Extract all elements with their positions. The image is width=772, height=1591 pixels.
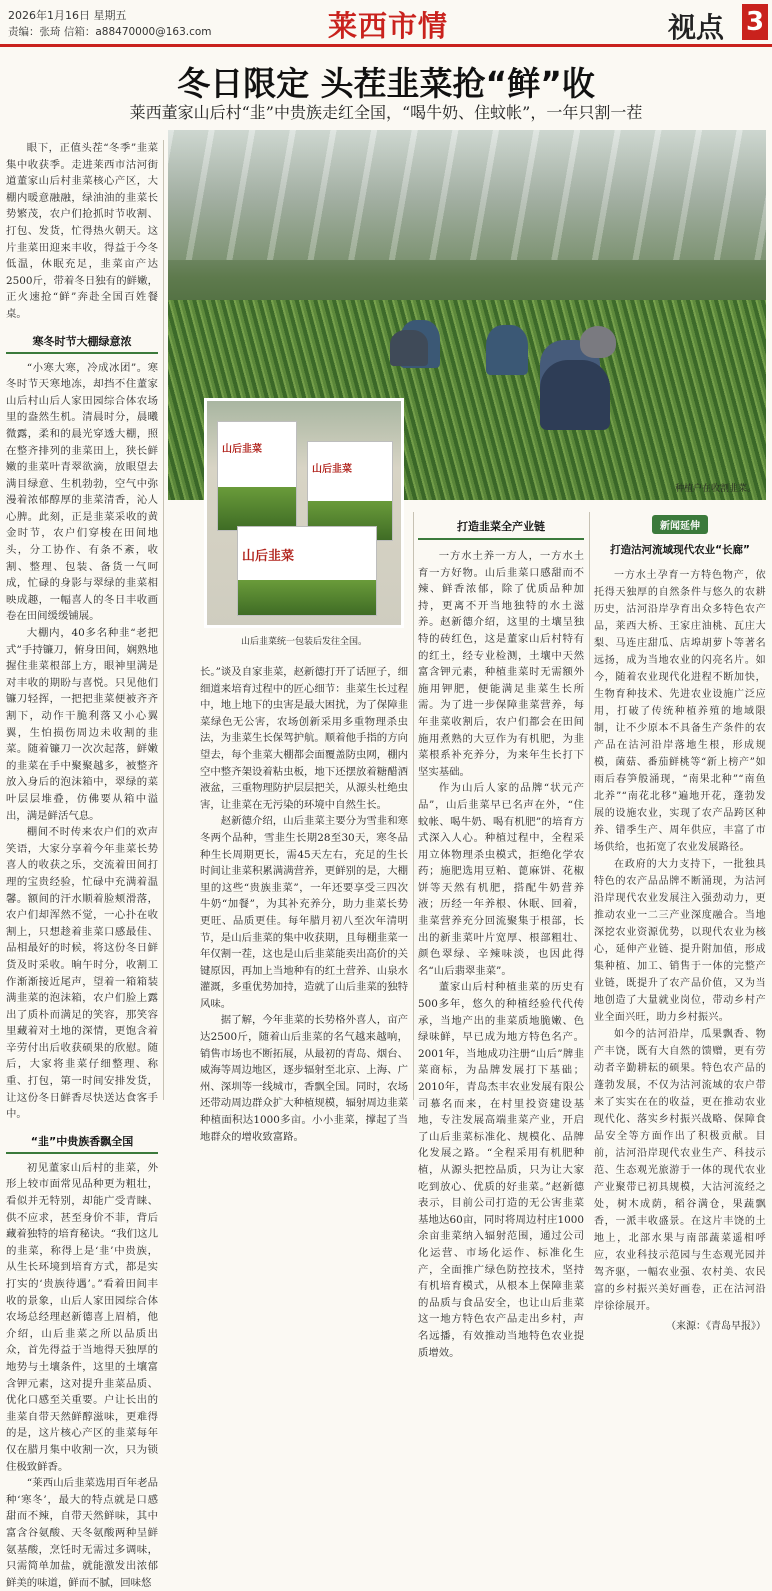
article-column-industry	[418, 512, 584, 1359]
section-heading-text: “韭”中贵族香飘全国	[30, 1134, 134, 1148]
column-divider	[413, 512, 414, 1100]
paragraph: 如今的沽河沿岸，瓜果飘香、物产丰饶，既有大自然的馈赠，更有劳动者辛勤耕耘的硕果。特色农产品的蓬勃发展，不仅为沽河流域的农户带来了实实在在的收益，更在推动农业现代化、落实乡村振兴战略、保障食品安全等方面作出了积极贡献。目前，沽河沿岸现代农业生产、科技示范、生态观光旅游于一体的现代农业产业聚带已初具规模，大沽河流经之处，树木成荫，稻谷满仓，果蔬飘香，一派丰收盛景。在这片丰饶的土地上，北部水果与南部蔬菜遥相呼应，农业科技示范园与生态观光园并驾齐驱，一幅农业强、农村美、农民富的乡村振兴美好画卷，正在沽河沿岸徐徐展开。	[594, 1029, 766, 1312]
paragraph: 初见董家山后村的韭菜，外形上较市面常见品种更为粗壮，看似并无特别，却能广受青睐、供不应求，甚至身价不菲，背后藏着独特的培育秘诀。“我们这儿的韭菜，称得上是‘韭’中贵族，从生长环境到培育方式，都是实打实的‘贵族待遇’。”看着田间丰收的景象，山后人家田园综合体农场总经理赵新德喜上眉梢，他介绍，山后韭菜之所以品质出众，首先得益于当地得天独厚的地势与土壤条件，这里的土壤富含钾元素，这对提升韭菜品质、优化口感至关重要。户让长出的韭菜自带天然鲜醇滋味，更难得的是，这片核心产区的韭菜每年仅在腊月集中收割一次，只为锁住极致鲜香。	[6, 1161, 158, 1473]
section-heading-rule	[6, 352, 158, 354]
paragraph: “小寒大寒，冷成冰团”。寒冬时节天寒地冻，却挡不住董家山后村山后人家田园综合体农场里的盎然生机。清晨时分，晨曦微露，柔和的晨光穿透大棚，照在整齐排列的韭菜田上，狭长鲜嫩的韭菜叶青翠欲滴，放眼望去满目绿意、生机勃勃，空气中弥漫着浓郁醇厚的韭菜清香，沁人心脾。此刻，正是韭菜采收的黄金时节，农户们穿梭在田间地头，分工协作、有条不紊，收割、整理、包装、备货一气呵成，忙碌的身影与翠绿的韭菜相映成趣，一幅喜人的冬日丰收画卷在田间缓缓铺展。	[6, 361, 158, 623]
paragraph: 棚间不时传来农户们的欢声笑语，大家分享着今年韭菜长势喜人的收获之乐，交流着田间打理的宝贵经验，忙碌中充满着温馨。额间的汗水顺着脸颊滑落，农户们却浑然不觉，一心扑在收割上，只想趁着韭菜口感最佳、品相最好的时候，将这份冬日鲜货及时采收。晌午时分，收割工作渐渐接近尾声，望着一箱箱装满韭菜的泡沫箱，农户们脸上露出了质朴而满足的笑容，那笑容里藏着对土地的深情，更饱含着辛劳付出后收获硕果的欣慰。随后，大家将韭菜仔细整理、称重、打包，第一时间安排发货，让这份冬日鲜香尽快送达食客手中。	[6, 826, 158, 1121]
paragraph: 大棚内，40多名种韭“老把式”手持镰刀，俯身田间，娴熟地握住韭菜根部上方，眼神里满是对丰收的期盼与喜悦。只见他们镰刀轻挥，一把把韭菜便被齐齐割下，动作干脆利落又小心翼翼，生怕损伤周边未收割的韭菜。随着镰刀一次次起落，鲜嫩的韭菜在手中聚聚越多，被整齐放入身后的泡沫箱中，翠绿的菜叶层层堆叠，仿佛要从箱中溢出，满是鲜活气息。	[6, 627, 158, 822]
news-extension-tag-wrap	[594, 514, 766, 534]
masthead	[0, 0, 772, 46]
headline: 冬日限定 头茬韭菜抢“鲜”收	[177, 64, 595, 103]
paragraph: 董家山后村种植韭菜的历史有500多年，悠久的种植经验代代传承，当地产出的韭菜质地脆嫩、色绿味鲜，早已成为地方特色名产。2001年，当地成功注册“山后”牌韭菜商标，为品牌发展打下基础；2010年，青岛杰丰农业发展有限公司慕名而来，在村里投资建设基地，专注发展高端韭菜产业，开启了山后韭菜标准化、规模化、品牌化发展之路。“全程采用有机肥种植，从源头把控品质，只为让大家吃到放心、优质的好韭菜。”赵新德表示，目前公司打造的无公害韭菜基地达60亩，同时将周边村庄1000余亩韭菜纳入辐射范围，通过公司化运营、市场化运作、标准化生产，全面推广绿色防控技术，坚持有机培育模式，从根本上保障韭菜的品质与食品安全，也让山后韭菜这一地方特色农产品走出乡村，声名远播，有效推动当地特色农业提质增效。	[418, 981, 584, 1359]
package-stripe	[238, 580, 376, 615]
section-heading-noble	[6, 1133, 158, 1154]
news-extension-tag: 新闻延伸	[652, 515, 708, 534]
paragraph: 据了解，今年韭菜的长势格外喜人，亩产达2500斤，随着山后韭菜的名气越来越响，销售市场也不断拓展，从最初的青岛、烟台、威海等周边地区，逐步辐射至北京、上海、广州、深圳等一线城市，香飘全国。同时，农场还带动周边群众扩大种植规模，辐射周边韭菜种植面积达1000多亩。小小韭菜，撑起了当地群众的增收致富路。	[200, 1014, 408, 1143]
farmer-figure	[486, 325, 528, 375]
package-box	[237, 526, 377, 616]
main-photo-caption: 种植户在收割韭菜。	[674, 484, 756, 494]
greenhouse-roof	[168, 130, 766, 260]
farmer-figure	[540, 360, 610, 430]
paragraph: 在政府的大力支持下，一批独具特色的农产品品牌不断涌现，为沽河沿岸现代农业发展注入强劲动力，更推动农业一二三产业深度融合。当地深挖农业资源优势，以现代农业为核心，延伸产业链、提升附加值，形成集种植、加工、销售于一体的完整产业链，既提升了农产品价值，又为当地创造了大量就业岗位，带动乡村产业全面兴旺，助力乡村振兴。	[594, 859, 766, 1023]
package-stripe	[218, 487, 296, 530]
section-heading-text: 打造韭菜全产业链	[457, 520, 545, 533]
package-box	[217, 421, 297, 531]
issue-date: 2026年1月16日 星期五	[8, 9, 127, 22]
paragraph: “莱西山后韭菜选用百年老品种‘寒冬’，最大的特点就是口感甜而不辣，自带天然鲜味，其中富含谷氨酸、天冬氨酸两种呈鲜氨基酸，烹饪时无需过多调味，只需简单加盐，就能激发出浓郁鲜美的味道，鲜而不腻，回味悠	[6, 1477, 158, 1589]
article-source: （来源：《青岛早报》）	[666, 1321, 766, 1332]
section-heading-winter	[6, 333, 158, 354]
package-label: 山后韭菜	[242, 549, 295, 564]
intro-paragraph: 眼下，正值头茬“冬季”韭菜集中收获季。走进莱西市沽河街道董家山后村韭菜核心产区，大棚内暖意融融，绿油油的韭菜长势繁茂，农户们抢抓时节收割、打包、发货，忙得热火朝天。这片韭菜田迎来丰收，得益于今冬低温，休眠充足，韭菜亩产达2500斤，带着冬日独有的鲜嫩，正火速抢“鲜”奔赴全国百姓餐桌。	[6, 142, 158, 320]
section-heading-rule	[6, 1152, 158, 1154]
editor-line: 责编：张琦 信箱：a88470000@163.com	[8, 26, 212, 38]
news-extension-title: 打造沽河流域现代农业“长廊”	[610, 544, 750, 556]
section-name: 视点	[668, 11, 725, 44]
article-column-left	[6, 140, 158, 1589]
section-heading-industry	[418, 518, 584, 540]
section-heading-text: 寒冬时节大棚绿意浓	[32, 334, 132, 348]
newspaper-logo: 莱西市情	[328, 9, 449, 43]
paragraph: 赵新德介绍，山后韭菜主要分为雪韭和寒冬两个品种，雪韭生长期28至30天，寒冬品种生长周期更长，需45天左右，充足的生长时间让韭菜积累满满营养，更鲜别的是，大棚里的这些“贵族韭菜”，一年还要享受三四次牛奶“加餐”，为其补充养分，助力韭菜长势更旺、品质更佳。每年腊月初八至次年清明节，是山后韭菜的集中收获期，且每棚韭菜一年仅割一茬，这也是山后韭菜能卖出高价的关键原因，再加上当地种有的红土营养、山泉水灌溉，多重优势加持，造就了山后韭菜的独特风味。	[200, 815, 408, 1010]
package-label: 山后韭菜	[222, 444, 262, 455]
paragraph: 长。”谈及自家韭菜，赵新德打开了话匣子，细细道来培育过程中的匠心细节：韭菜生长过程中，地上地下的虫害是最大困扰，为了保障韭菜绿色无公害，农场创新采用多重物理杀虫法，为韭菜生长保驾护航。顺着他手指的方向望去，每个韭菜大棚都会面覆盖防虫网，棚内空中整齐架设着粘虫板，地下还摆放着糖醋酒液盆，三重物理防护层层把关，从源头杜绝虫害，让韭菜在无污染的环境中自然生长。	[200, 666, 408, 811]
news-extension-column	[594, 512, 766, 1332]
farmer-figure	[390, 330, 428, 366]
paragraph: 一方水土养一方人，一方水土育一方好物。山后韭菜口感甜而不辣、鲜香浓郁，除了优质品种加持，更离不开当地独特的水土滋养。赵新德介绍，这里的土壤呈独特的砖红色，这是董家山后村特有的红土，经专业检测，土壤中天然富含钾元素，种植韭菜时无需额外施用钾肥，便能满足韭菜生长所需。为了进一步保障韭菜营养，每年韭菜收割后，农户们都会在田间施用煮熟的大豆作为有机肥，为韭菜根系补充养分，为来年生长打下坚实基础。	[418, 550, 584, 778]
column-divider	[589, 512, 590, 1100]
subheadline: 莱西董家山后村“韭”中贵族走红全国，“喝牛奶、住蚊帐”，一年只割一茬	[129, 103, 643, 122]
article-column-middle	[200, 664, 408, 1143]
paragraph: 作为山后人家的品牌“状元产品”，山后韭菜早已名声在外，“住蚊帐、喝牛奶、喝有机肥”的培育方式深入人心。种植过程中，全程采用立体物理杀虫模式，拒绝化学农药；施肥选用豆粕、蓖麻饼、花椒饼等天然有机肥，搭配牛奶营养液；历经一年养根、休眠、回着，韭菜营养充分回流聚集于根部，长出的新韭菜叶片宽厚、根部粗壮、颜色翠绿、辛辣味淡，也因此得名“山后翡翠韭菜”。	[418, 782, 584, 977]
masthead-rule	[0, 44, 772, 47]
package-label: 山后韭菜	[312, 464, 352, 475]
page-number: 3	[742, 4, 768, 40]
column-divider	[163, 140, 164, 1100]
section-heading-rule	[418, 538, 584, 540]
inset-photo-caption: 山后韭菜统一包装后发往全国。	[240, 637, 367, 647]
inset-photo-packages	[204, 398, 404, 628]
farmer-head	[580, 326, 616, 358]
paragraph: 一方水土孕育一方特色物产，依托得天独厚的自然条件与悠久的农耕历史，沽河沿岸孕育出众多特色农产品，莱西大桥、王家庄油桃、瓦庄大梨、马连庄甜瓜、店埠胡萝卜等著名远扬，成为当地农业的闪亮名片。如今，随着农业现代化进程不断加快，生物育种技术、先进农业设施广泛应用，打破了传统种植养殖的地域限制，让不少原本不具备生产条件的农产品在沽河沿岸落地生根，形成规模，菌菇、番茄鲜桃等“新上榜产”如雨后春笋般涌现，“南果北种”“南鱼北养”“南花北移”遍地开花，蓬勃发展的设施农业，实现了农产品跨区种养、错季生产、周年供应，丰富了市场供给，也拓宽了农业发展路径。	[594, 570, 766, 853]
